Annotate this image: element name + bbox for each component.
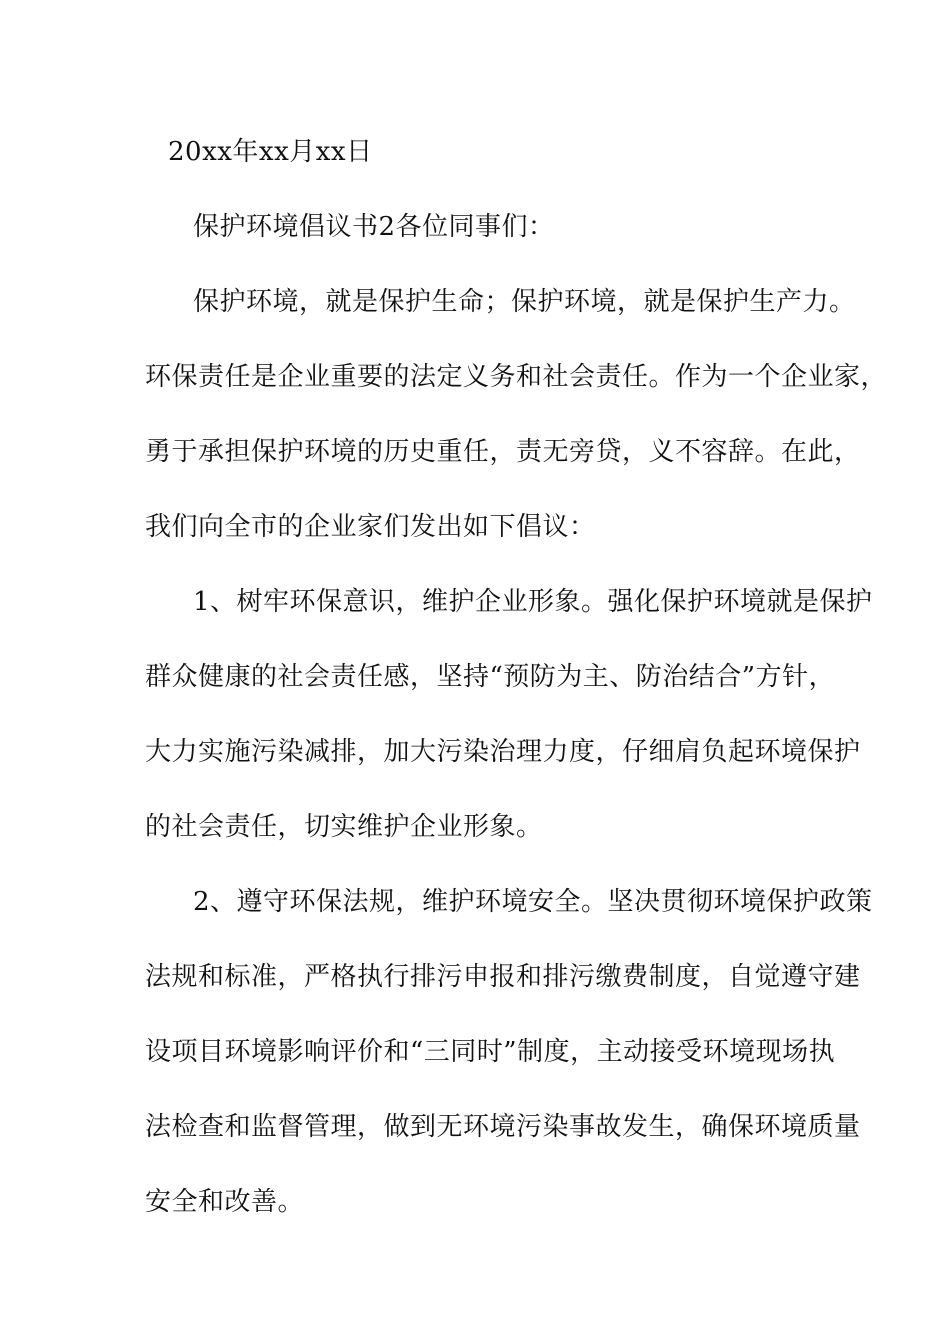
paragraph-line: 2、遵守环保法规，维护环境安全。坚决贯彻环境保护政策 [193, 887, 873, 917]
paragraph-line: 1、树牢环保意识，维护企业形象。强化保护环境就是保护 [193, 587, 873, 617]
paragraph-line: 法检查和监督管理，做到无环境污染事故发生，确保环境质量 [145, 1112, 861, 1142]
document-date: 20xx年xx月xx日 [168, 137, 373, 167]
paragraph-line: 环保责任是企业重要的法定义务和社会责任。作为一个企业家， [145, 362, 888, 392]
paragraph-line: 的社会责任，切实维护企业形象。 [145, 812, 543, 842]
paragraph-line: 群众健康的社会责任感，坚持“预防为主、防治结合”方针， [145, 662, 836, 692]
document-heading: 保护环境倡议书2各位同事们： [193, 212, 555, 242]
paragraph-line: 保护环境，就是保护生命；保护环境，就是保护生产力。 [193, 287, 856, 317]
paragraph-line: 法规和标准，严格执行排污申报和排污缴费制度，自觉遵守建 [145, 962, 861, 992]
paragraph-line: 安全和改善。 [145, 1187, 305, 1217]
paragraph-line: 设项目环境影响评价和“三同时”制度，主动接受环境现场执 [145, 1037, 836, 1067]
paragraph-line: 勇于承担保护环境的历史重任，责无旁贷，义不容辞。在此， [145, 437, 861, 467]
paragraph-line: 我们向全市的企业家们发出如下倡议： [145, 512, 596, 542]
paragraph-line: 大力实施污染减排，加大污染治理力度，仔细肩负起环境保护 [145, 737, 861, 767]
